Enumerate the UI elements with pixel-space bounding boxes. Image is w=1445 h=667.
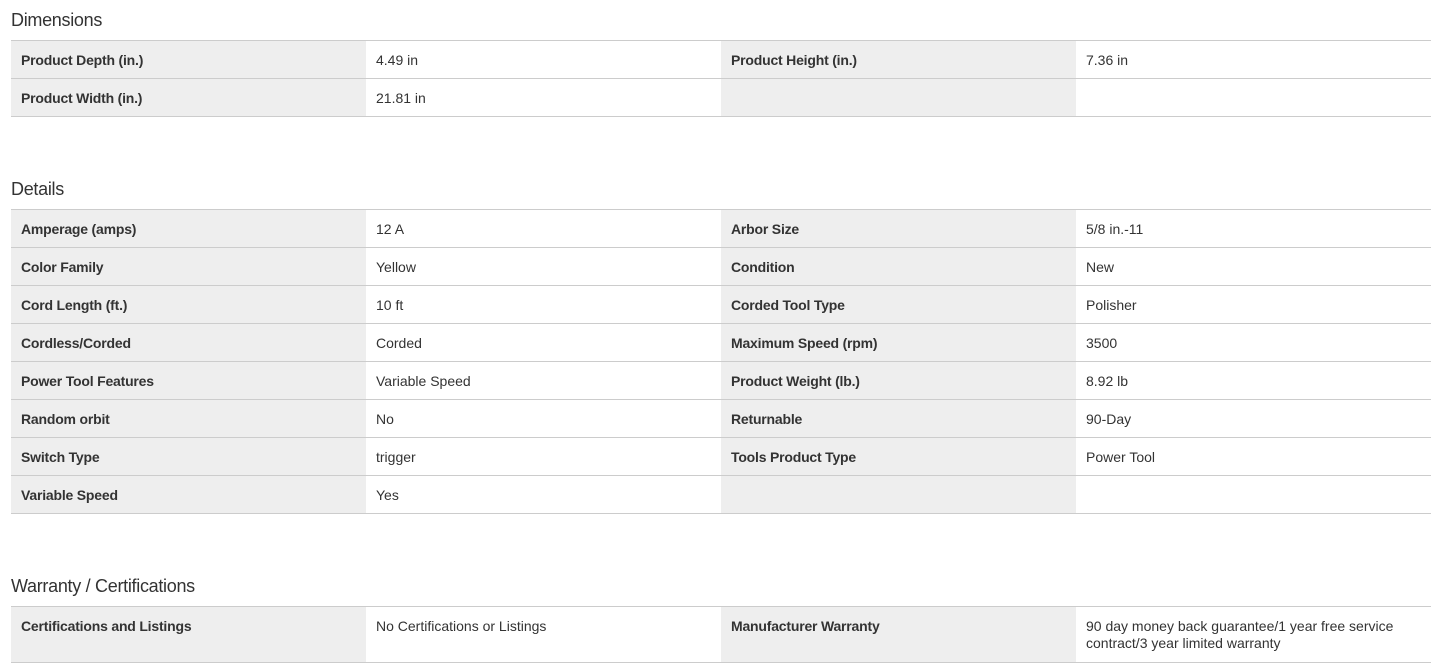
spec-value: Yellow [366, 248, 721, 285]
spec-value: 4.49 in [366, 41, 721, 78]
spec-label: Random orbit [11, 400, 366, 437]
spec-label: Corded Tool Type [721, 286, 1076, 323]
spec-value: 90 day money back guarantee/1 year free service contract/3 year limited warranty [1076, 607, 1431, 662]
spec-label: Product Depth (in.) [11, 41, 366, 78]
spec-value: 21.81 in [366, 79, 721, 116]
spec-label: Product Height (in.) [721, 41, 1076, 78]
spec-label: Condition [721, 248, 1076, 285]
spec-value: 8.92 lb [1076, 362, 1431, 399]
spec-value: trigger [366, 438, 721, 475]
spec-table [11, 606, 1431, 663]
table-row [11, 362, 1431, 400]
spec-value: New [1076, 248, 1431, 285]
table-row [11, 41, 1431, 79]
spec-label: Cordless/Corded [11, 324, 366, 361]
spec-value: 7.36 in [1076, 41, 1431, 78]
section-title: Dimensions [11, 10, 103, 30]
table-row [11, 476, 1431, 514]
spec-value: Variable Speed [366, 362, 721, 399]
spec-table [11, 209, 1431, 514]
spec-value: No [366, 400, 721, 437]
table-row [11, 400, 1431, 438]
table-row [11, 286, 1431, 324]
table-row [11, 438, 1431, 476]
section-title: Details [11, 179, 64, 199]
spec-label: Certifications and Listings [11, 607, 366, 662]
section-title: Warranty / Certifications [11, 576, 195, 596]
spec-label: Variable Speed [11, 476, 366, 513]
spec-label: Power Tool Features [11, 362, 366, 399]
spec-value: 90-Day [1076, 400, 1431, 437]
spec-label-empty [721, 476, 1076, 513]
table-row [11, 248, 1431, 286]
spec-value: Polisher [1076, 286, 1431, 323]
spec-label: Manufacturer Warranty [721, 607, 1076, 662]
spec-label: Cord Length (ft.) [11, 286, 366, 323]
spec-label: Color Family [11, 248, 366, 285]
spec-value: 10 ft [366, 286, 721, 323]
spec-value: 5/8 in.-11 [1076, 210, 1431, 247]
spec-table [11, 40, 1431, 117]
spec-label: Arbor Size [721, 210, 1076, 247]
table-row [11, 324, 1431, 362]
spec-label: Product Width (in.) [11, 79, 366, 116]
spec-value: 3500 [1076, 324, 1431, 361]
spec-label: Switch Type [11, 438, 366, 475]
spec-label: Product Weight (lb.) [721, 362, 1076, 399]
table-row [11, 79, 1431, 117]
table-row [11, 607, 1431, 663]
table-row [11, 210, 1431, 248]
spec-value: 12 A [366, 210, 721, 247]
spec-label: Amperage (amps) [11, 210, 366, 247]
spec-label: Maximum Speed (rpm) [721, 324, 1076, 361]
spec-label-empty [721, 79, 1076, 116]
spec-value-empty [1076, 476, 1431, 513]
spec-value: No Certifications or Listings [366, 607, 721, 662]
spec-value: Yes [366, 476, 721, 513]
spec-label: Returnable [721, 400, 1076, 437]
spec-value: Corded [366, 324, 721, 361]
spec-value: Power Tool [1076, 438, 1431, 475]
spec-value-empty [1076, 79, 1431, 116]
spec-label: Tools Product Type [721, 438, 1076, 475]
